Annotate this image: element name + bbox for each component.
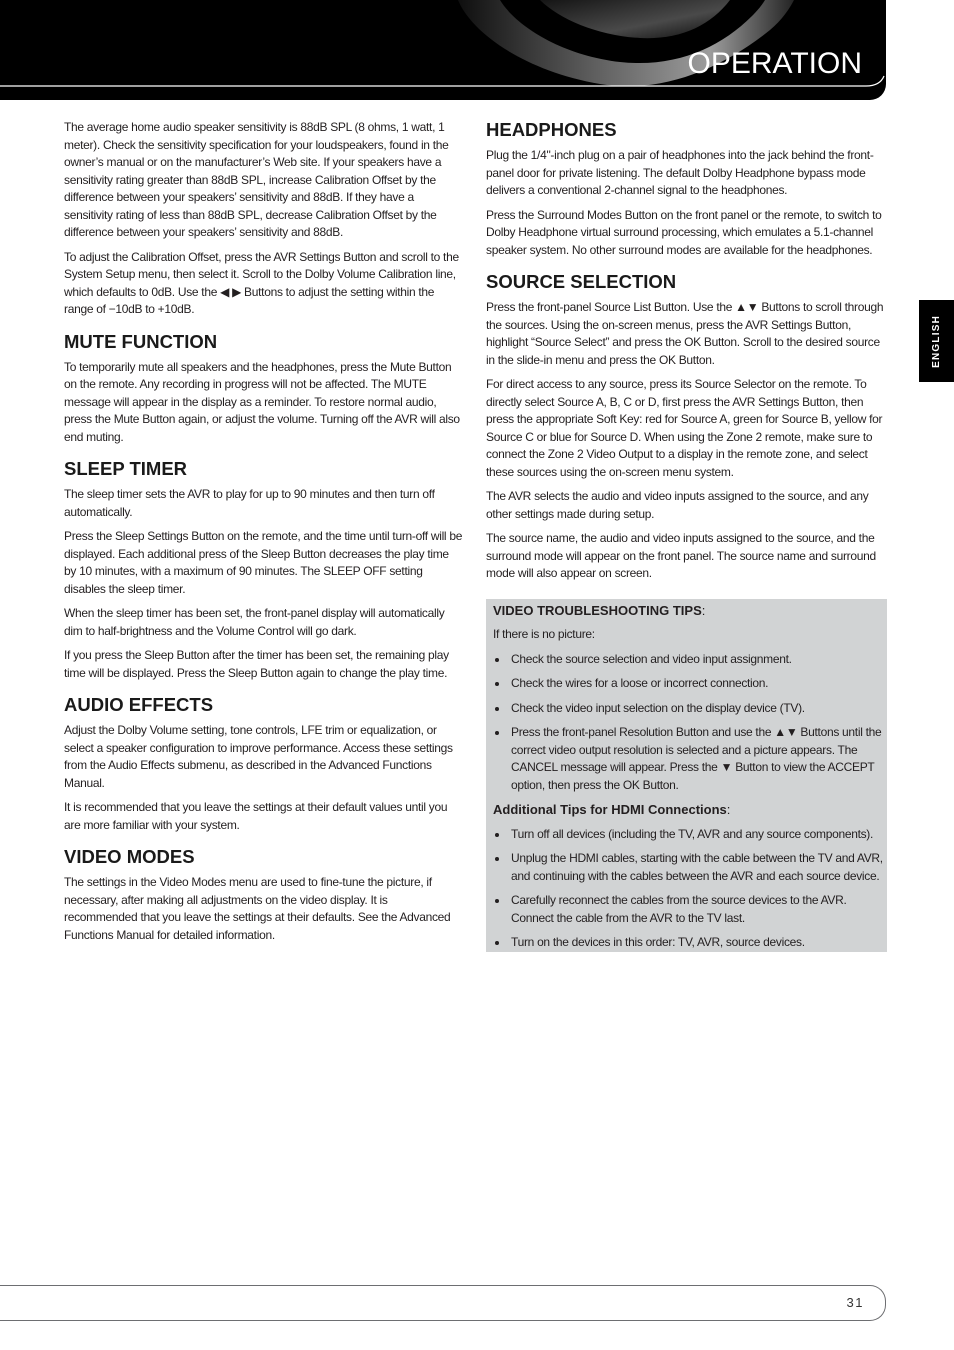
section-paragraph: Press the front-panel Source List Button. Use the ▲▼ Buttons to scroll through the sources. Using the on-screen menus, press the AVR Settings Button, highlight “Source Select” and press the OK Button. Scroll to the desired source in the slide-in menu and press the OK Button. xyxy=(486,300,884,367)
list-item xyxy=(493,724,883,794)
right-column xyxy=(486,120,887,959)
section-paragraph: To temporarily mute all speakers and the headphones, press the Mute Button on the remote. Any recording in progress will not be affected. The MUTE message will appear in the display as a reminder. To restore normal audio, press the Mute Button again, or adjust the volume. Turning off the AVR will also end muting. xyxy=(64,359,460,444)
list-item-text: Turn off all devices (including the TV, AVR and any source components). xyxy=(511,826,874,841)
bullet-dot xyxy=(495,857,499,861)
hdmi-tips-list xyxy=(493,826,883,952)
no-picture-list xyxy=(493,651,883,795)
section-paragraph: It is recommended that you leave the settings at their default values until you are more familiar with your system. xyxy=(64,800,448,832)
section-heading-mute-function: MUTE FUNCTION xyxy=(64,330,218,352)
bullet-dot xyxy=(495,941,499,945)
page-title: OPERATION xyxy=(687,47,862,80)
section-heading-sleep-timer: SLEEP TIMER xyxy=(64,458,188,479)
intro-paragraph: The average home audio speaker sensitivity is 88dB SPL (8 ohms, 1 watt, 1 meter). Check the sensitivity specification for your loudspeakers, found in the owner’s manual or on the manufacturer’s Web site. If your speakers have a sensitivity rating greater than 88dB SPL, increase Calibration Offset by the difference between your speakers’ sensitivity and 88dB. If they have a sensitivity rating of less than 88dB SPL, decrease Calibration Offset by the difference between your speakers’ sensitivity and 88dB. xyxy=(64,120,449,239)
bullet-dot xyxy=(495,707,499,711)
section-paragraph: The sleep timer sets the AVR to play for up to 90 minutes and then turn off automatically. xyxy=(64,487,435,519)
list-item xyxy=(493,850,883,885)
section-paragraph: If you press the Sleep Button after the timer has been set, the remaining play time will be displayed. Press the Sleep Button again to change the play time. xyxy=(64,648,449,680)
section-paragraph: The source name, the audio and video inputs assigned to the source, and the surround mode will appear on the front panel. The source name and surround mode will also appear on screen. xyxy=(486,531,876,580)
list-item-text: Carefully reconnect the cables from the source devices to the AVR. Connect the cable from the AVR to the TV last. xyxy=(511,893,847,925)
section-heading-source-selection: SOURCE SELECTION xyxy=(486,271,677,292)
list-item xyxy=(493,675,883,693)
section-heading-headphones: HEADPHONES xyxy=(486,119,617,140)
list-item xyxy=(493,892,883,927)
list-item xyxy=(493,826,883,844)
section-paragraph: When the sleep timer has been set, the front-panel display will automatically dim to half-brightness and the Volume Control will go dark. xyxy=(64,606,445,638)
list-item-text: Unplug the HDMI cables, starting with the cable between the TV and AVR, and continuing with the cables between the AVR and each source device. xyxy=(511,851,883,883)
tips-title-suffix: : xyxy=(701,602,706,618)
intro-paragraph: To adjust the Calibration Offset, press the AVR Settings Button and scroll to the System Setup menu, then select it. Scroll to the Dolby Volume Calibration line, which defaults to 0dB. Use the ◀ ▶ Buttons to adjust the setting within the range of −10dB to +10dB. xyxy=(64,249,459,316)
bullet-dot xyxy=(495,833,499,837)
hdmi-tips-title-text: Additional Tips for HDMI Connections xyxy=(493,802,727,817)
section-paragraph: The AVR selects the audio and video inputs assigned to the source, and any other settings made during setup. xyxy=(486,489,869,521)
page-footer xyxy=(0,1285,886,1321)
section-paragraph: For direct access to any source, press its Source Selector on the remote. To directly select Source A, B, C or D, first press the AVR Settings Button, then press the appropriate Soft Key: red for Source A, green for Source B, yellow for Source C or blue for Source D. When using the Zone 2 remote, make sure to connect the Zone 2 Video Output to a display in the remote zone, and select these sources using the on-screen menu system. xyxy=(486,377,883,479)
section-heading-video-modes: VIDEO MODES xyxy=(64,846,195,867)
list-item-text: Press the front-panel Resolution Button and use the ▲▼ Buttons until the correct video output resolution is selected and a picture appears. The CANCEL message will appear. Press the ▼ Button to view the ACCEPT option, then press the OK Button. xyxy=(511,725,882,792)
list-item xyxy=(493,651,883,669)
section-paragraph: Press the Surround Modes Button on the front panel or the remote, to switch to Dolby Headphone virtual surround processing, which emulates a 5.1-channel speaker system. No other surround modes are available for the headphones. xyxy=(486,207,882,257)
page-number: 31 xyxy=(846,1295,864,1310)
list-item-text: Check the source selection and video input assignment. xyxy=(511,651,792,666)
page-header xyxy=(0,0,886,100)
hdmi-tips-title xyxy=(493,801,883,819)
section-paragraph: The settings in the Video Modes menu are used to fine-tune the picture, if necessary, after making all adjustments on the video display. It is recommended that you leave the settings at their defaults. See the Advanced Functions Manual for detailed information. xyxy=(64,875,451,942)
bullet-dot xyxy=(495,658,499,662)
video-troubleshooting-tips-box xyxy=(486,599,887,952)
language-label: ENGLISH xyxy=(931,314,942,368)
language-side-tab xyxy=(919,300,954,382)
list-item-text: Check the video input selection on the display device (TV). xyxy=(511,700,805,715)
tips-title xyxy=(493,602,883,620)
no-picture-label: If there is no picture: xyxy=(493,627,595,641)
list-item xyxy=(493,934,883,952)
left-column xyxy=(64,119,463,951)
list-item-text: Check the wires for a loose or incorrect connection. xyxy=(511,676,769,690)
list-item xyxy=(493,700,883,718)
bullet-dot xyxy=(495,682,499,686)
section-paragraph: Plug the 1/4"-inch plug on a pair of headphones into the jack behind the front-panel door for private listening. The default Dolby Headphone bypass mode delivers a conventional 2-channel signal to the headphones. xyxy=(486,148,874,197)
section-heading-audio-effects: AUDIO EFFECTS xyxy=(64,694,214,715)
bullet-dot xyxy=(495,731,499,735)
tips-title-text: VIDEO TROUBLESHOOTING TIPS xyxy=(493,602,702,618)
bullet-dot xyxy=(495,899,499,903)
hdmi-tips-title-suffix: : xyxy=(726,802,731,817)
section-paragraph: Adjust the Dolby Volume setting, tone controls, LFE trim or equalization, or select a speaker configuration to improve performance. Access these settings from the Audio Effects submenu, as described in the Advanced Functions Manual. xyxy=(64,723,453,790)
section-paragraph: Press the Sleep Settings Button on the remote, and the time until turn-off will be displayed. Each additional press of the Sleep Button decreases the play time by 10 minutes, with a maximum of 90 minutes. The SLEEP OFF setting disables the sleep timer. xyxy=(64,529,463,596)
list-item-text: Turn on the devices in this order: TV, AVR, source devices. xyxy=(511,935,805,949)
